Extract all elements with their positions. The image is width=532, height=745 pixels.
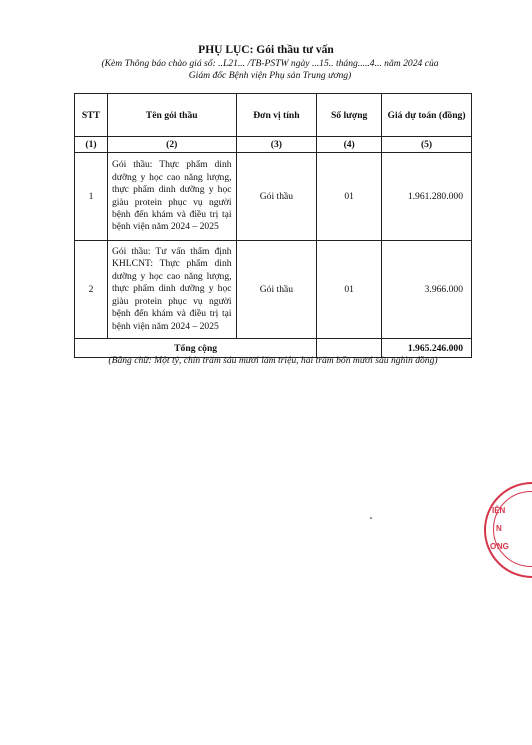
row-stt: 2 (75, 241, 108, 339)
header-quantity: Số lượng (317, 94, 382, 137)
column-number: (5) (382, 137, 472, 153)
column-number: (1) (75, 137, 108, 153)
header-package-name: Tên gói thầu (107, 94, 236, 137)
row-unit: Gói thầu (236, 241, 317, 339)
table-row (75, 153, 472, 241)
column-number: (4) (317, 137, 382, 153)
row-quantity: 01 (317, 241, 382, 339)
column-number: (3) (236, 137, 317, 153)
scan-speck (370, 517, 372, 519)
row-package-name: Gói thầu: Thực phẩm dinh dưỡng y học cao năng lượng, thực phẩm dinh dưỡng y học giàu protein phục vụ người bệnh đến khám và điều trị tại bệnh viện năm 2024 – 2025 (107, 153, 236, 241)
table-header-row (75, 94, 472, 137)
total-label: Tổng cộng (75, 339, 317, 358)
bid-package-table (74, 93, 472, 358)
header-stt: STT (75, 94, 108, 137)
column-number-row (75, 137, 472, 153)
header-estimated-price: Giá dự toán (đồng) (382, 94, 472, 137)
seal-text-fragment: ƠNG (490, 542, 509, 551)
total-value: 1.965.246.000 (382, 339, 472, 358)
row-quantity: 01 (317, 153, 382, 241)
subtitle-issuer: Giám đốc Bệnh viện Phụ sản Trung ương) (188, 70, 352, 81)
header-unit: Đơn vị tính (236, 94, 317, 137)
seal-text-fragment: IỆN (492, 506, 506, 515)
column-number: (2) (107, 137, 236, 153)
row-package-name: Gói thầu: Tư vấn thẩm định KHLCNT: Thực phẩm dinh dưỡng y học cao năng lượng, thực phẩm dinh dưỡng y học giàu protein phục vụ người bệnh đến khám và điều trị tại bệnh viện năm 2024 – 2025 (107, 241, 236, 339)
row-unit: Gói thầu (236, 153, 317, 241)
seal-text-fragment: N (496, 524, 502, 533)
subtitle-reference: (Kèm Thông báo chào giá số: ..L21... /TB-PSTW ngày ...15.. tháng.....4... năm 2024 của (101, 58, 439, 69)
row-stt: 1 (75, 153, 108, 241)
row-price: 1.961.280.000 (382, 153, 472, 241)
amount-in-words: (Bằng chữ: Một tỷ, chín trăm sáu mươi lăm triệu, hai trăm bốn mươi sáu nghìn đồng) (108, 355, 438, 366)
red-seal-stamp (484, 482, 532, 578)
page-title: PHỤ LỤC: Gói thầu tư vấn (198, 44, 334, 56)
table-row (75, 241, 472, 339)
row-price: 3.966.000 (382, 241, 472, 339)
